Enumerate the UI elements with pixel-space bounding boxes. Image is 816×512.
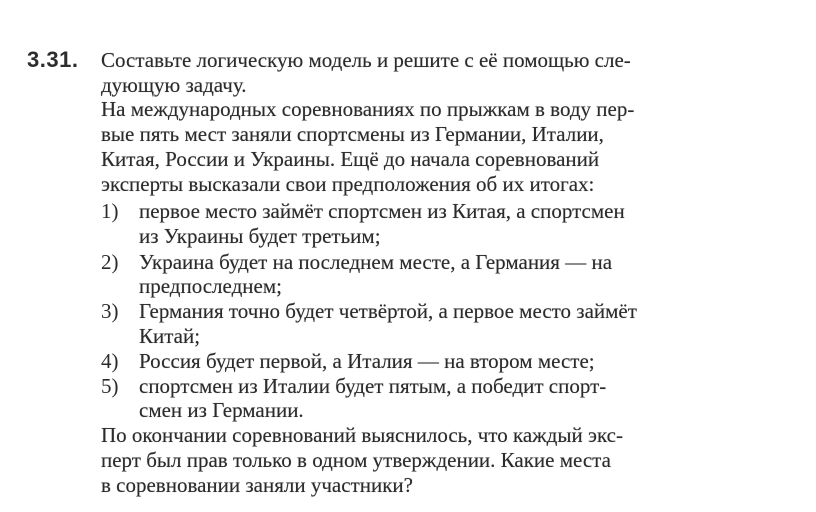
- statement-1-number: 1): [101, 199, 119, 223]
- statement-5-line-1: спортсмен из Италии будет пятым, а победит спорт-: [139, 374, 607, 398]
- statement-3-line-2: Китай;: [139, 324, 201, 348]
- conclusion-line-1: По окончании соревнований выяснилось, что каждый экс-: [101, 423, 623, 447]
- paragraph-line-4: эксперты высказали свои предположения об их итогах:: [101, 172, 595, 196]
- statement-2-line-2: предпоследнем;: [139, 274, 282, 298]
- statement-1-line-2: из Украины будет третьим;: [139, 224, 381, 248]
- statement-5-line-2: смен из Германии.: [139, 398, 304, 422]
- statement-4-line-1: Россия будет первой, а Италия — на втором месте;: [139, 349, 595, 373]
- intro-line-1: Составьте логическую модель и решите с её помощью сле-: [101, 48, 631, 72]
- paragraph-line-3: Китая, России и Украины. Ещё до начала соревнований: [101, 147, 600, 171]
- paragraph-line-2: вые пять мест заняли спортсмены из Германии, Италии,: [101, 122, 604, 146]
- statement-2-number: 2): [101, 250, 119, 274]
- problem-number: 3.31.: [27, 47, 79, 72]
- conclusion-line-3: в соревновании заняли участники?: [101, 473, 413, 497]
- paragraph-line-1: На международных соревнованиях по прыжкам в воду пер-: [101, 97, 635, 121]
- intro-line-2: дующую задачу.: [101, 73, 247, 97]
- conclusion-line-2: перт был прав только в одном утверждении. Какие места: [101, 448, 611, 472]
- statement-1-line-1: первое место займёт спортсмен из Китая, а спортсмен: [139, 199, 625, 223]
- statement-2-line-1: Украина будет на последнем месте, а Германия — на: [139, 250, 613, 274]
- statement-3-number: 3): [101, 299, 119, 323]
- statement-3-line-1: Германия точно будет четвёртой, а первое место займёт: [139, 299, 637, 323]
- statement-5-number: 5): [101, 374, 119, 398]
- statement-4-number: 4): [101, 349, 119, 373]
